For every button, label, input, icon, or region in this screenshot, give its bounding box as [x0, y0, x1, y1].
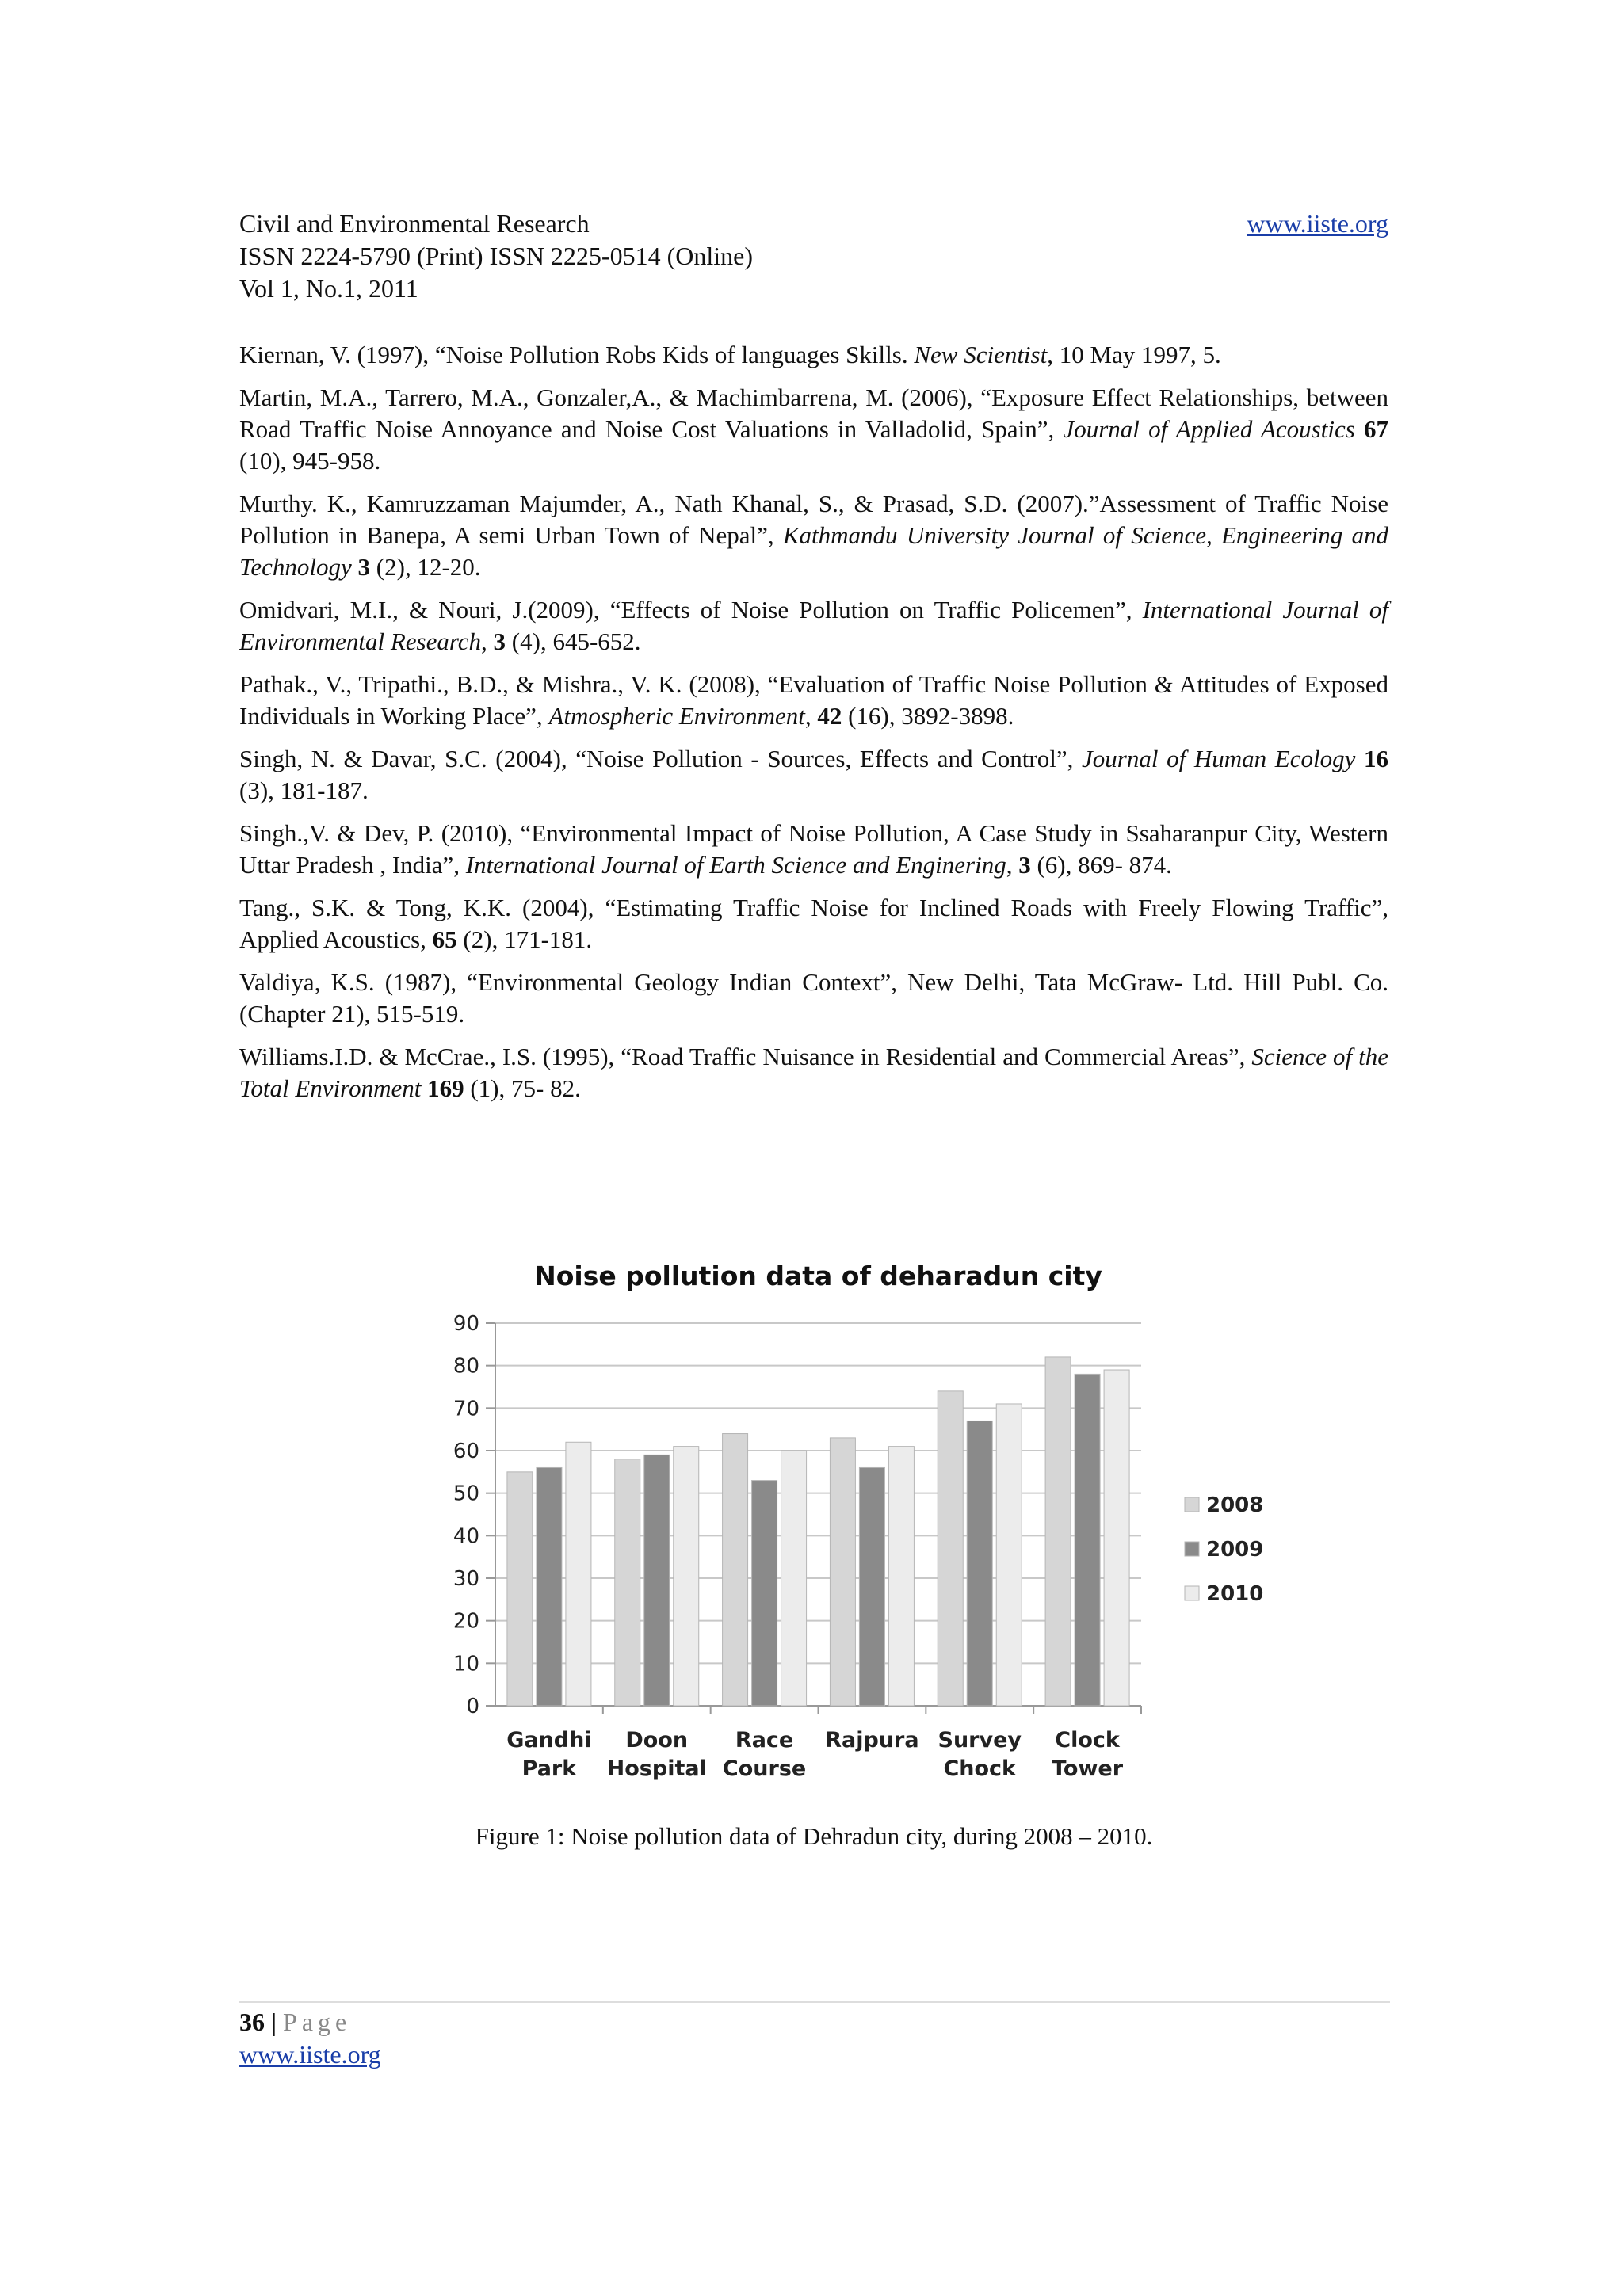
reference-text-segment: 3	[493, 627, 506, 655]
chart-title: Noise pollution data of deharadun city	[534, 1261, 1102, 1291]
reference-text-segment: 65	[432, 925, 457, 953]
bar-2009	[1075, 1374, 1100, 1706]
reference-text-segment	[352, 553, 358, 581]
reference-entry	[239, 1041, 1388, 1104]
reference-entry	[239, 967, 1388, 1030]
y-tick-label: 50	[453, 1482, 479, 1506]
reference-text-segment: Singh, N. & Davar, S.C. (2004), “Noise Pollution - Sources, Effects and Control”,	[239, 745, 1083, 772]
y-tick-label: 20	[453, 1609, 479, 1634]
issn-line: ISSN 2224-5790 (Print) ISSN 2225-0514 (Online)	[239, 242, 753, 270]
page-number: 36	[239, 2008, 265, 2036]
reference-text-segment: Kathmandu University Journal of Science, Engineering and Technology	[239, 521, 1388, 581]
bar-2010	[996, 1404, 1022, 1706]
volume-line: Vol 1, No.1, 2011	[239, 274, 418, 303]
reference-text-segment	[1355, 415, 1364, 443]
reference-text-segment	[421, 1074, 427, 1102]
y-tick-label: 60	[453, 1440, 479, 1463]
reference-text-segment: (3), 181-187.	[239, 776, 369, 804]
bar-2009	[967, 1421, 992, 1706]
page-footer	[239, 2006, 381, 2071]
reference-text-segment: Omidvari, M.I., & Nouri, J.(2009), “Effects of Noise Pollution on Traffic Policemen”,	[239, 596, 1143, 624]
bar-chart-svg	[333, 1252, 1300, 1781]
bar-2010	[781, 1451, 807, 1706]
reference-text-segment: (4), 645-652.	[506, 627, 641, 655]
reference-text-segment: Atmospheric Environment	[548, 702, 805, 730]
page-word: Page	[283, 2008, 352, 2036]
x-category-label: Park	[521, 1756, 577, 1781]
reference-text-segment: Journal of Applied Acoustics	[1063, 415, 1355, 443]
bar-2009	[752, 1481, 777, 1706]
bar-2008	[723, 1434, 748, 1706]
reference-text-segment: 42	[817, 702, 842, 730]
reference-entry	[239, 594, 1388, 658]
figure-caption: Figure 1: Noise pollution data of Dehradun city, during 2008 – 2010.	[475, 1822, 1153, 1850]
x-category-label: Doon	[625, 1728, 689, 1753]
reference-text-segment: Kiernan, V. (1997), “Noise Pollution Robs Kids of languages Skills.	[239, 341, 915, 368]
reference-text-segment: , 10 May 1997, 5.	[1047, 341, 1221, 368]
noise-pollution-chart	[333, 1252, 1300, 1781]
reference-entry	[239, 743, 1388, 807]
y-tick-label: 10	[453, 1652, 479, 1676]
reference-text-segment: 3	[1018, 851, 1031, 879]
y-tick-label: 80	[453, 1354, 479, 1379]
reference-text-segment: 67	[1364, 415, 1388, 443]
reference-entry	[239, 669, 1388, 732]
reference-text-segment: 169	[427, 1074, 464, 1102]
header-website-link[interactable]: www.iiste.org	[1247, 209, 1388, 238]
reference-text-segment: (2), 171-181.	[456, 925, 593, 953]
reference-text-segment: Singh.,V. & Dev, P. (2010), “Environmental Impact of Noise Pollution, A Case Study in Ssaharanpur City, Western Uttar Pradesh , India”,	[239, 819, 1388, 879]
legend-swatch-2010	[1185, 1586, 1199, 1600]
reference-text-segment: Journal of Human Ecology	[1082, 745, 1356, 772]
footer-divider	[239, 2001, 1390, 2003]
reference-text-segment: Martin, M.A., Tarrero, M.A., Gonzaler,A., & Machimbarrena, M. (2006), “Exposure Effect Relationships, between Road Traffic Noise Annoyance and Noise Cost Valuations in Valladolid, Spain”,	[239, 383, 1388, 443]
reference-text-segment: ,	[481, 627, 494, 655]
reference-text-segment: Valdiya, K.S. (1987), “Environmental Geology Indian Context”, New Delhi, Tata McGraw- Ltd. Hill Publ. Co. (Chapter 21), 515-519.	[239, 968, 1388, 1028]
bar-2008	[830, 1438, 855, 1706]
x-category-label: Clock	[1055, 1728, 1120, 1753]
bar-2008	[615, 1459, 640, 1706]
x-category-label: Chock	[943, 1756, 1017, 1781]
x-category-label: Hospital	[606, 1756, 707, 1781]
reference-text-segment: (1), 75- 82.	[464, 1074, 581, 1102]
reference-entry	[239, 382, 1388, 477]
x-category-label: Gandhi	[506, 1728, 592, 1753]
bar-2009	[644, 1455, 670, 1706]
reference-entry	[239, 892, 1388, 955]
x-category-label: Survey	[938, 1728, 1022, 1753]
reference-text-segment: (6), 869- 874.	[1030, 851, 1172, 879]
reference-text-segment: International Journal of Environmental Research	[239, 596, 1388, 655]
bar-2008	[938, 1391, 963, 1706]
reference-text-segment	[1355, 745, 1364, 772]
reference-text-segment: 16	[1364, 745, 1389, 772]
x-category-label: Course	[722, 1756, 807, 1781]
x-category-label: Rajpura	[825, 1728, 919, 1753]
reference-list	[239, 339, 1388, 1116]
reference-text-segment: Tang., S.K. & Tong, K.K. (2004), “Estimating Traffic Noise for Inclined Roads with Freely Flowing Traffic”, Applied Acoustics,	[239, 894, 1388, 953]
footer-website-link[interactable]: www.iiste.org	[239, 2040, 381, 2069]
legend-swatch-2009	[1185, 1542, 1199, 1556]
bar-2008	[1045, 1357, 1071, 1706]
bar-2009	[859, 1467, 884, 1706]
reference-text-segment: 3	[357, 553, 371, 581]
reference-text-segment: (10), 945-958.	[239, 447, 381, 475]
reference-text-segment: Williams.I.D. & McCrae., I.S. (1995), “Road Traffic Nuisance in Residential and Commercial Areas”,	[239, 1043, 1252, 1070]
bar-2008	[507, 1472, 533, 1706]
reference-entry	[239, 818, 1388, 881]
x-category-label: Tower	[1052, 1756, 1124, 1781]
bar-2010	[888, 1447, 914, 1706]
journal-title: Civil and Environmental Research	[239, 209, 590, 238]
reference-text-segment: Science of the Total Environment	[239, 1043, 1389, 1102]
reference-text-segment: Murthy. K., Kamruzzaman Majumder, A., Nath Khanal, S., & Prasad, S.D. (2007).”Assessment of Traffic Noise Pollution in Banepa, A semi Urban Town of Nepal”,	[239, 490, 1388, 549]
bar-2010	[566, 1442, 591, 1706]
reference-text-segment: ,	[804, 702, 818, 730]
bar-2010	[674, 1447, 699, 1706]
reference-entry	[239, 339, 1388, 371]
y-tick-label: 40	[453, 1524, 479, 1549]
reference-text-segment: Pathak., V., Tripathi., B.D., & Mishra., V. K. (2008), “Evaluation of Traffic Noise Pollution & Attitudes of Exposed Individuals in Working Place”,	[239, 670, 1388, 730]
reference-text-segment: International Journal of Earth Science and Enginering	[465, 851, 1006, 879]
reference-entry	[239, 488, 1388, 583]
legend-label: 2010	[1206, 1582, 1264, 1606]
y-tick-label: 70	[453, 1397, 479, 1421]
bar-2010	[1104, 1370, 1129, 1706]
x-category-label: Race	[735, 1728, 794, 1753]
legend-label: 2008	[1206, 1493, 1264, 1517]
reference-text-segment: New Scientist	[914, 341, 1048, 368]
legend-swatch-2008	[1185, 1497, 1199, 1512]
reference-text-segment: (16), 3892-3898.	[842, 702, 1014, 730]
page-header	[239, 208, 1388, 305]
reference-text-segment: ,	[1006, 851, 1019, 879]
legend-label: 2009	[1206, 1538, 1264, 1562]
page-separator: |	[265, 2008, 284, 2036]
y-tick-label: 90	[453, 1312, 479, 1336]
y-tick-label: 0	[466, 1695, 479, 1718]
y-tick-label: 30	[453, 1567, 479, 1591]
reference-text-segment: (2), 12-20.	[370, 553, 481, 581]
bar-2009	[537, 1467, 562, 1706]
